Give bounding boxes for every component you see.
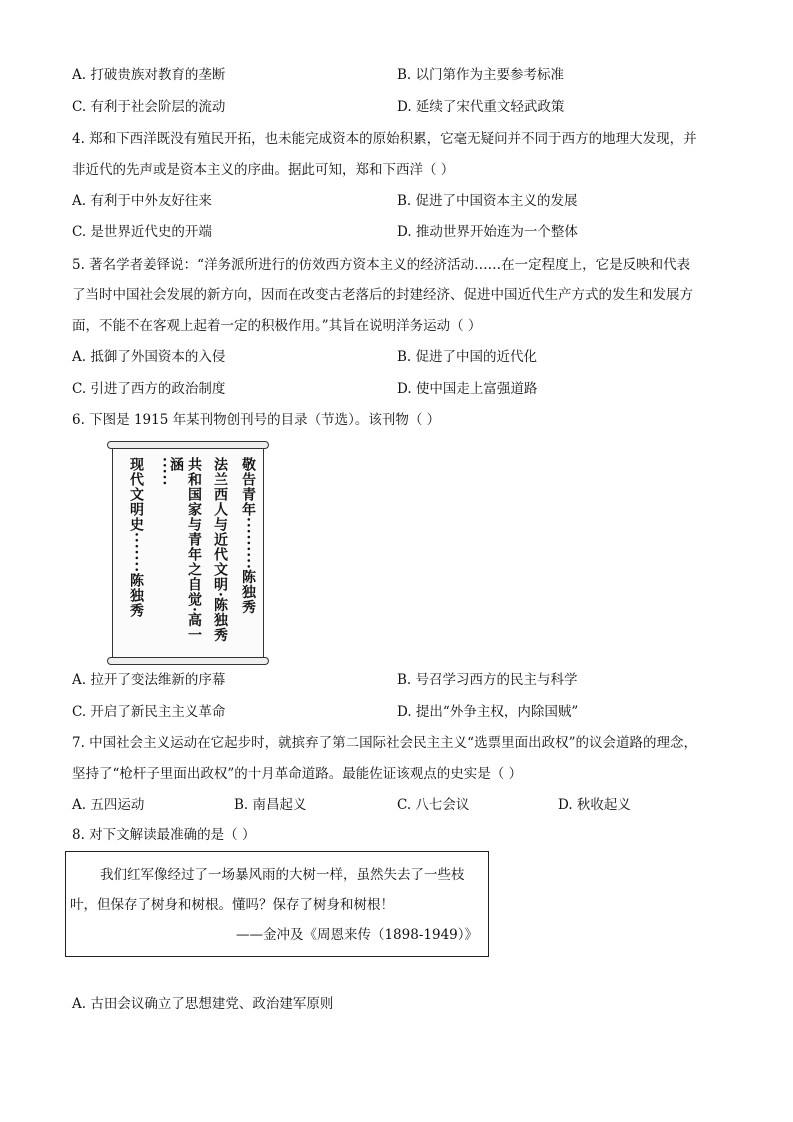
q5-option-b: B. 促进了中国的近代化 — [397, 349, 538, 365]
q4-option-a: A. 有利于中外友好往来 — [72, 193, 212, 209]
scroll-bottom-rod — [107, 657, 269, 665]
q5-option-d: D. 使中国走上富强道路 — [397, 381, 538, 397]
toc-entry-2: 法兰西人与近代文明·陈独秀 — [212, 457, 228, 643]
q5-option-a: A. 抵御了外国资本的入侵 — [72, 349, 226, 365]
toc-entry-1: 敬告青年·········陈独秀 — [240, 457, 256, 615]
q6-option-d: D. 提出“外争主权，内除国贼” — [397, 704, 579, 720]
q5-stem-line-1: 5. 著名学者姜铎说：“洋务派所进行的仿效西方资本主义的经济活动……在一定程度上，它是反映和代表 — [72, 257, 691, 273]
q8-stem: 8. 对下文解读最准确的是（ ） — [72, 827, 256, 843]
q5-stem-line-3: 面，不能不在客观上起着一定的积极作用。”其旨在说明洋务运动（ ） — [72, 318, 482, 334]
q7-stem-line-2: 坚持了“枪杆子里面出政权”的十月革命道路。最能佐证该观点的史实是（ ） — [72, 766, 523, 782]
toc-ellipsis: ····· — [156, 457, 172, 487]
scroll-top-rod — [107, 441, 269, 449]
q7-option-c: C. 八七会议 — [397, 797, 470, 813]
q3-option-c: C. 有利于社会阶层的流动 — [72, 99, 226, 115]
q6-option-a: A. 拉开了变法维新的序幕 — [72, 672, 226, 688]
q5-option-c: C. 引进了西方的政治制度 — [72, 381, 226, 397]
q6-option-c: C. 开启了新民主主义革命 — [72, 704, 226, 720]
q5-stem-line-2: 了当时中国社会发展的新方向，因而在改变古老落后的封建经济、促进中国近代生产方式的发生和发展方 — [72, 287, 693, 303]
q7-option-b: B. 南昌起义 — [234, 797, 307, 813]
q7-option-a: A. 五四运动 — [72, 797, 145, 813]
q6-option-b: B. 号召学习西方的民主与科学 — [397, 672, 578, 688]
q7-stem-line-1: 7. 中国社会主义运动在它起步时，就摈弃了第二国际社会民主主义“选票里面出政权”的议会道路的理念， — [72, 735, 697, 751]
q4-option-d: D. 推动世界开始连为一个整体 — [397, 224, 578, 240]
q8-quote-source: ——金冲及《周恩来传（1898-1949）》 — [235, 927, 478, 943]
q4-stem-line-1: 4. 郑和下西洋既没有殖民开拓，也未能完成资本的原始积累，它毫无疑问并不同于西方的地理大发现，并 — [72, 131, 697, 147]
q3-option-a: A. 打破贵族对教育的垄断 — [72, 67, 226, 83]
q4-stem-line-2: 非近代的先声或是资本主义的序曲。据此可知，郑和下西洋（ ） — [72, 162, 455, 178]
toc-entry-3: 共和国家与青年之自觉·高一涵 — [168, 457, 202, 643]
toc-entry-5: 现代文明史·······陈独秀 — [128, 457, 144, 619]
magazine-toc-figure — [112, 448, 264, 658]
q7-option-d: D. 秋收起义 — [558, 797, 631, 813]
q8-option-a: A. 古田会议确立了思想建党、政治建军原则 — [72, 996, 334, 1012]
q8-quote-line-1: 我们红军像经过了一场暴风雨的大树一样，虽然失去了一些枝 — [100, 867, 465, 883]
q8-quote-box — [65, 851, 489, 957]
q8-quote-line-2: 叶，但保存了树身和树根。懂吗？保存了树身和树根！ — [70, 897, 394, 913]
q4-option-b: B. 促进了中国资本主义的发展 — [397, 193, 578, 209]
q6-stem: 6. 下图是 1915 年某刊物创刊号的目录（节选）。该刊物（ ） — [72, 412, 441, 428]
q3-option-d: D. 延续了宋代重文轻武政策 — [397, 99, 565, 115]
q3-option-b: B. 以门第作为主要参考标准 — [397, 67, 565, 83]
q4-option-c: C. 是世界近代史的开端 — [72, 224, 212, 240]
